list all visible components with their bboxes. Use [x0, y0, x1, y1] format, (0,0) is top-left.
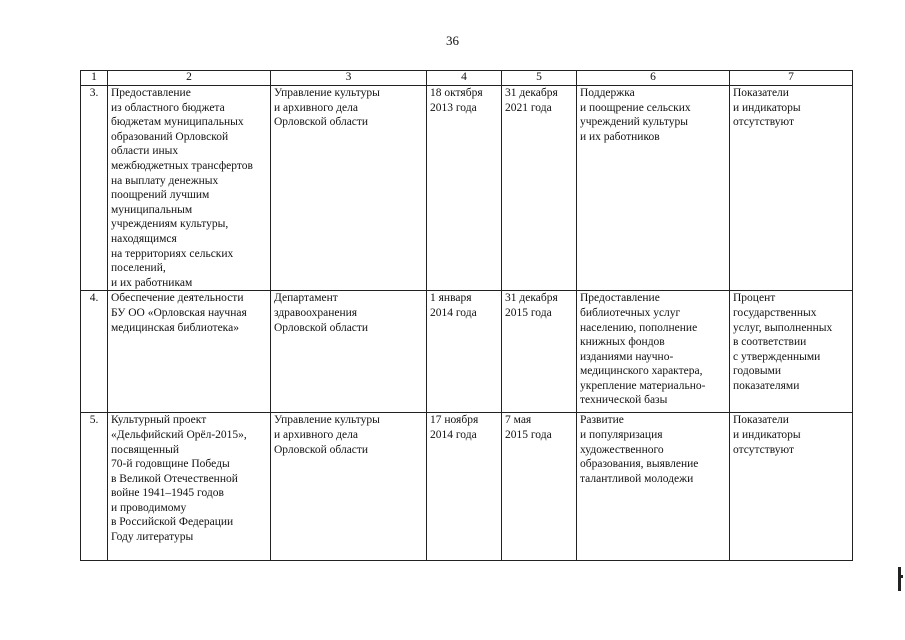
start-date: 18 октября 2013 года — [427, 86, 502, 291]
column-header: 4 — [427, 71, 502, 86]
expected-result: Поддержка и поощрение сельских учреждений культуры и их работников — [577, 86, 730, 291]
scan-edge-mark — [898, 567, 901, 591]
table-row — [81, 413, 853, 561]
row-number: 4. — [81, 291, 108, 413]
start-date: 1 января 2014 года — [427, 291, 502, 413]
column-header: 1 — [81, 71, 108, 86]
table-row — [81, 291, 853, 413]
column-header: 7 — [730, 71, 853, 86]
measure-name: Обеспечение деятельности БУ ОО «Орловская научная медицинская библиотека» — [108, 291, 271, 413]
column-header: 2 — [108, 71, 271, 86]
row-number: 5. — [81, 413, 108, 561]
indicators: Процент государственных услуг, выполненных в соответствии с утвержденными годовыми показателями — [730, 291, 853, 413]
measures-table — [80, 70, 853, 561]
row-number: 3. — [81, 86, 108, 291]
end-date: 7 мая 2015 года — [502, 413, 577, 561]
indicators: Показатели и индикаторы отсутствуют — [730, 86, 853, 291]
expected-result: Развитие и популяризация художественного образования, выявление талантливой молодежи — [577, 413, 730, 561]
table-row — [81, 86, 853, 291]
expected-result: Предоставление библиотечных услуг населению, пополнение книжных фондов изданиями научно- медицинского характера, укрепление материально- технической базы — [577, 291, 730, 413]
column-header: 5 — [502, 71, 577, 86]
indicators: Показатели и индикаторы отсутствуют — [730, 413, 853, 561]
executor: Управление культуры и архивного дела Орловской области — [271, 413, 427, 561]
end-date: 31 декабря 2021 года — [502, 86, 577, 291]
header-row — [81, 71, 853, 86]
executor: Департамент здравоохранения Орловской области — [271, 291, 427, 413]
measure-name: Предоставление из областного бюджета бюджетам муниципальных образований Орловской области иных межбюджетных трансфертов на выплату денежных поощрений лучшим муниципальным учреждениям культуры, находящимся на территориях сельских поселений, и их работникам — [108, 86, 271, 291]
measure-name: Культурный проект «Дельфийский Орёл-2015», посвященный 70-й годовщине Победы в Великой Отечественной войне 1941–1945 годов и проводимому в Российской Федерации Году литературы — [108, 413, 271, 561]
column-header: 6 — [577, 71, 730, 86]
end-date: 31 декабря 2015 года — [502, 291, 577, 413]
page-number: 36 — [446, 33, 459, 48]
executor: Управление культуры и архивного дела Орловской области — [271, 86, 427, 291]
start-date: 17 ноября 2014 года — [427, 413, 502, 561]
scan-edge-mark — [901, 575, 903, 578]
column-header: 3 — [271, 71, 427, 86]
